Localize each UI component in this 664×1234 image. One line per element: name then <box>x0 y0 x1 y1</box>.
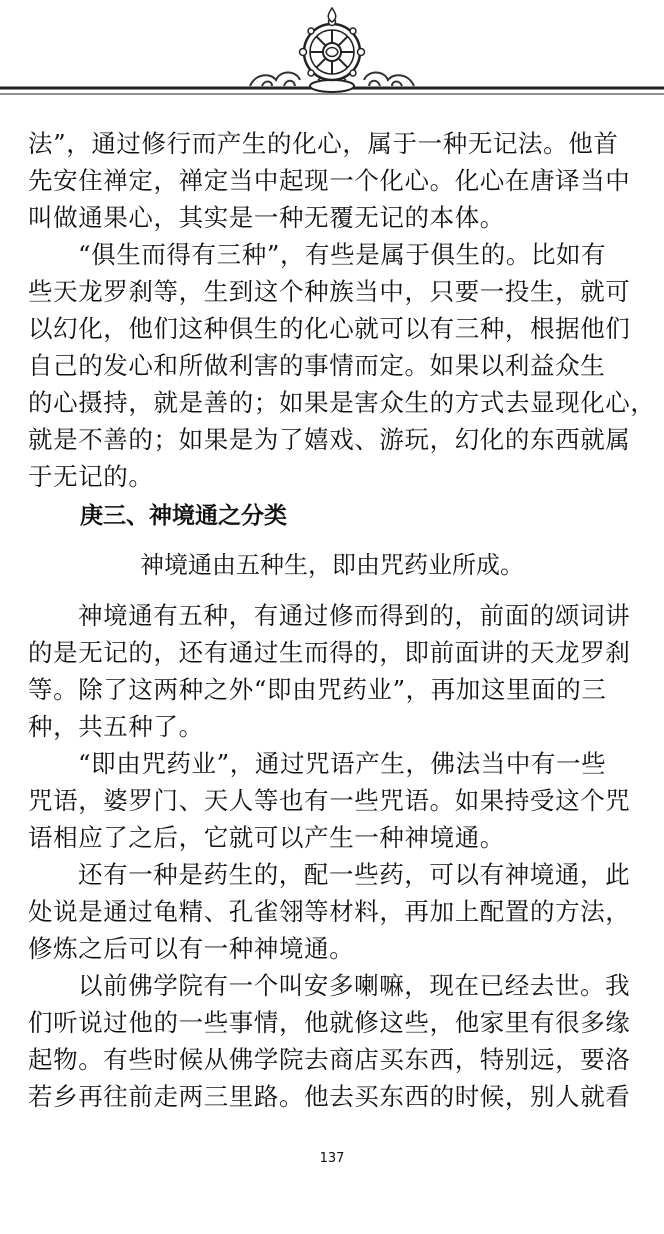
text-line: 以前佛学院有一个叫安多喇嘛，现在已经去世。我 <box>78 971 631 1000</box>
page-header-ornament <box>0 0 664 110</box>
text-line: “俱生而得有三种”，有些是属于俱生的。比如有 <box>78 240 607 269</box>
text-line: 法”，通过修行而产生的化心，属于一种无记法。他首 <box>28 129 619 158</box>
text-line: 于无记的。 <box>28 462 154 491</box>
text-line: 处说是通过龟精、孔雀翎等材料，再加上配置的方法， <box>28 897 631 926</box>
text-line: 些天龙罗刹等，生到这个种族当中，只要一投生，就可 <box>28 277 631 306</box>
text-line: “即由咒药业”，通过咒语产生，佛法当中有一些 <box>78 749 607 778</box>
text-line: 语相应了之后，它就可以产生一种神境通。 <box>28 823 505 852</box>
body-text-upper <box>28 125 656 495</box>
text-line: 叫做通果心，其实是一种无覆无记的本体。 <box>28 203 505 232</box>
text-line: 还有一种是药生的，配一些药，可以有神境通，此 <box>78 860 631 889</box>
text-line: 的是无记的，还有通过生而得的，即前面讲的天龙罗刹 <box>28 638 631 667</box>
section-heading: 庚三、神境通之分类 <box>80 503 287 529</box>
text-line: 自己的发心和所做利害的事情而定。如果以利益众生 <box>28 351 606 380</box>
text-line: 们听说过他的一些事情，他就修这些，他家里有很多缘 <box>28 1008 631 1037</box>
text-line: 先安住禅定，禅定当中起现一个化心。化心在唐译当中 <box>28 166 631 195</box>
text-line: 种，共五种了。 <box>28 712 204 741</box>
text-line: 等。除了这两种之外“即由咒药业”，再加这里面的三 <box>28 675 607 704</box>
body-text-lower <box>28 597 640 1115</box>
text-line: 咒语，婆罗门、天人等也有一些咒语。如果持受这个咒 <box>28 786 631 815</box>
text-line: 以幻化，他们这种俱生的化心就可以有三种，根据他们 <box>28 314 631 343</box>
verse-line: 神境通由五种生，即由咒药业所成。 <box>140 551 524 579</box>
text-line: 神境通有五种，有通过修而得到的，前面的颂词讲 <box>78 601 631 630</box>
page-number: 137 <box>319 1151 345 1166</box>
text-line: 修炼之后可以有一种神境通。 <box>28 934 355 963</box>
text-line: 的心摄持，就是善的；如果是害众生的方式去显现化心， <box>28 388 656 417</box>
dharma-wheel-icon <box>0 0 664 110</box>
text-line: 起物。有些时候从佛学院去商店买东西，特别远，要洛 <box>28 1045 631 1074</box>
text-line: 若乡再往前走两三里路。他去买东西的时候，别人就看 <box>28 1082 631 1111</box>
text-line: 就是不善的；如果是为了嬉戏、游玩，幻化的东西就属 <box>28 425 631 454</box>
